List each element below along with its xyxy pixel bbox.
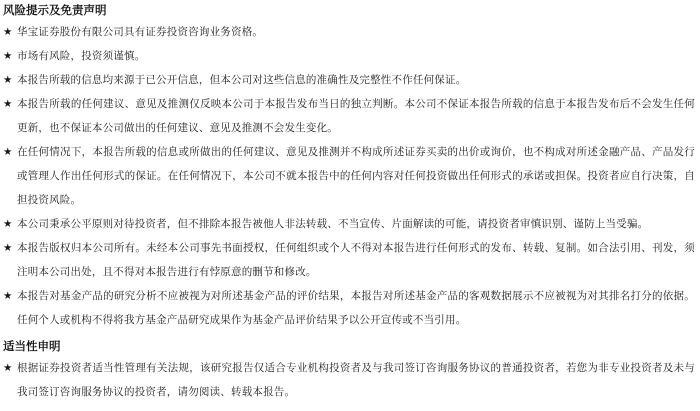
risk-item-text: 本报告对基金产品的研究分析不应被视为对所述基金产品的评价结果，本报告对所述基金产品的客观数据展示不应被视为对其排名打分的依据。任何个人或机构不得将我方基金产品研究成果作为基金产品评价结果予以公开宣传或不当引用。 (17, 290, 695, 326)
risk-item-text: 华宝证券股份有限公司具有证券投资咨询业务资格。 (17, 26, 264, 38)
disclaimer-page (3, 2, 695, 404)
star-icon: ★ (3, 290, 13, 302)
star-icon: ★ (3, 362, 13, 374)
risk-item-5 (3, 140, 695, 212)
star-icon: ★ (3, 74, 13, 86)
risk-item-text: 在任何情况下，本报告所载的信息或所做出的任何建议、意见及推测并不构成所述证券买卖的出价或询价，也不构成对所述金融产品、产品发行或管理人作出任何形式的保证。在任何情况下，本公司不就本报告中的任何内容对任何投资做出任何形式的承诺或担保。投资者应自行决策，自担投资风险。 (17, 146, 695, 206)
risk-item-4 (3, 92, 695, 140)
risk-item-8 (3, 284, 695, 332)
risk-item-text: 本报告版权归本公司所有。未经本公司事先书面授权，任何组织或个人不得对本报告进行任何形式的发布、转载、复制。如合法引用、刊发，须注明本公司出处，且不得对本报告进行有悖原意的删节和修改。 (17, 242, 695, 278)
star-icon: ★ (3, 98, 13, 110)
suitability-title: 适当性申明 (3, 339, 61, 353)
risk-item-3 (3, 68, 695, 92)
star-icon: ★ (3, 146, 13, 158)
star-icon: ★ (3, 218, 13, 230)
suitability-item-text: 根据证券投资者适当性管理有关法规，该研究报告仅适合专业机构投资者及与我司签订咨询服务协议的普通投资者，若您为非专业投资者及未与我司签订咨询服务协议的投资者，请勿阅读、转载本报告。 (17, 362, 695, 398)
star-icon: ★ (3, 50, 13, 62)
risk-item-1 (3, 20, 695, 44)
risk-item-6 (3, 212, 695, 236)
star-icon: ★ (3, 242, 13, 254)
suitability-item-1 (3, 356, 695, 404)
risk-item-text: 市场有风险，投资须谨慎。 (17, 50, 146, 62)
risk-item-2 (3, 44, 695, 68)
risk-item-text: 本公司秉承公平原则对待投资者，但不排除本报告被他人非法转载、不当宣传、片面解读的可能，请投资者审慎识别、谨防上当受骗。 (17, 218, 649, 230)
star-icon: ★ (3, 26, 13, 38)
risk-disclaimer-title: 风险提示及免责声明 (3, 3, 107, 17)
risk-item-text: 本报告所载的信息均来源于已公开信息，但本公司对这些信息的准确性及完整性不作任何保证。 (17, 74, 467, 86)
risk-item-text: 本报告所载的任何建议、意见及推测仅反映本公司于本报告发布当日的独立判断。本公司不保证本报告所载的信息于本报告发布后不会发生任何更新，也不保证本公司做出的任何建议、意见及推测不会发生变化。 (17, 98, 695, 134)
risk-item-7 (3, 236, 695, 284)
